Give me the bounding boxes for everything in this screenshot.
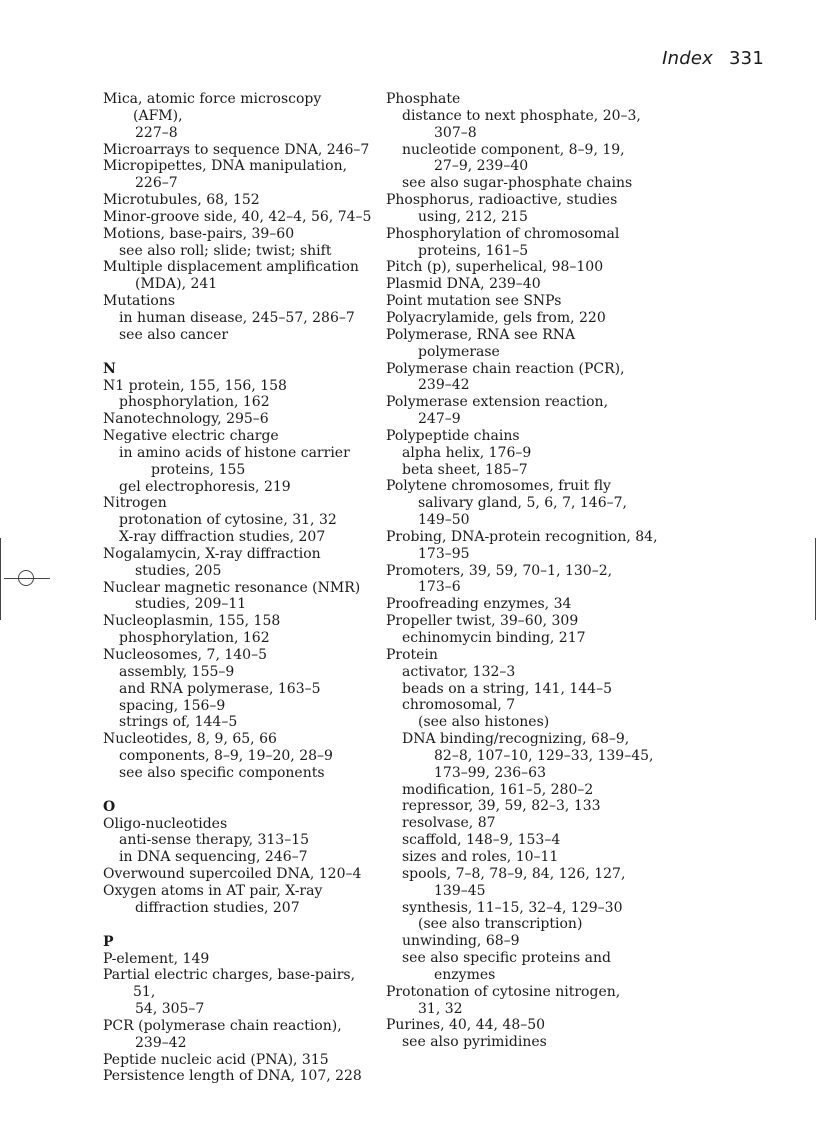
index-entry: Nucleoplasmin, 155, 158 (103, 613, 281, 630)
index-subentry: echinomycin binding, 217 (402, 630, 586, 646)
index-entry-continuation: 27–9, 239–40 (434, 158, 529, 175)
index-entry-continuation: 31, 32 (418, 1000, 463, 1017)
index-subentry: scaffold, 148–9, 153–4 (402, 832, 561, 849)
index-entry-continuation: 54, 305–7 (135, 1001, 205, 1018)
index-entry-continuation: diffraction studies, 207 (135, 899, 300, 916)
index-entry: Oligo-nucleotides (103, 815, 228, 832)
index-subentry: in human disease, 245–57, 286–7 (119, 309, 355, 326)
index-entry: Polyacrylamide, gels from, 220 (386, 309, 606, 326)
index-entry-continuation: 173–95 (418, 545, 470, 562)
index-entry: Polypeptide chains (386, 427, 520, 444)
index-entry-continuation: proteins, 161–5 (418, 242, 529, 259)
index-subentry: nucleotide component, 8–9, 19, (402, 141, 625, 158)
index-entry: Multiple displacement amplification (103, 259, 359, 276)
index-subentry: see also roll; slide; twist; shift (119, 242, 332, 259)
index-subentry: chromosomal, 7 (402, 697, 516, 714)
index-subentry: strings of, 144–5 (119, 714, 238, 731)
index-subentry: see also specific proteins and (402, 950, 611, 967)
index-entry: Microarrays to sequence DNA, 246–7 (103, 141, 370, 158)
index-entry: Nogalamycin, X-ray diffraction (103, 545, 321, 562)
index-subentry: beta sheet, 185–7 (402, 461, 528, 478)
index-entry-continuation: 226–7 (135, 175, 178, 192)
index-entry-continuation: 173–6 (418, 579, 461, 596)
index-entry: Nuclear magnetic resonance (NMR) (103, 579, 361, 596)
index-entry-continuation: proteins, 155 (151, 461, 246, 478)
index-entry-continuation: 149–50 (418, 512, 470, 529)
index-entry-continuation: studies, 209–11 (135, 596, 247, 613)
index-subentry: distance to next phosphate, 20–3, (402, 107, 641, 124)
index-entry-continuation: (see also histones) (418, 714, 550, 731)
index-subentry: alpha helix, 176–9 (402, 444, 532, 461)
index-entry: PCR (polymerase chain reaction), (103, 1017, 342, 1034)
index-subentry: phosphorylation, 162 (119, 394, 270, 411)
index-entry: Polytene chromosomes, fruit fly (386, 478, 611, 495)
index-subentry: repressor, 39, 59, 82–3, 133 (402, 798, 601, 815)
index-entry: Phosphate (386, 91, 461, 107)
index-entry: Negative electric charge (103, 428, 279, 445)
index-subentry: unwinding, 68–9 (402, 933, 520, 950)
index-subentry: modification, 161–5, 280–2 (402, 781, 594, 798)
index-subentry: in amino acids of histone carrier (119, 444, 350, 461)
index-entry: Partial electric charges, base-pairs, 51, (103, 967, 356, 1001)
index-entry-continuation: studies, 205 (135, 562, 222, 579)
index-entry: P-element, 149 (103, 950, 210, 967)
index-entry: Plasmid DNA, 239–40 (386, 276, 541, 293)
index-entry: Micropipettes, DNA manipulation, (103, 158, 348, 175)
crop-mark (0, 538, 1, 620)
index-subentry: spacing, 156–9 (119, 697, 226, 714)
index-subentry: anti-sense therapy, 313–15 (119, 832, 310, 849)
index-entry: Mutations (103, 293, 176, 310)
index-entry: Motions, base-pairs, 39–60 (103, 225, 295, 242)
index-subentry: synthesis, 11–15, 32–4, 129–30 (402, 899, 623, 916)
index-entry-continuation: polymerase (418, 343, 500, 360)
registration-mark (18, 570, 34, 586)
index-entry: Propeller twist, 39–60, 309 (386, 613, 579, 630)
index-entry: Promoters, 39, 59, 70–1, 130–2, (386, 562, 613, 579)
index-subentry: sizes and roles, 10–11 (402, 848, 559, 865)
index-subentry: beads on a string, 141, 144–5 (402, 680, 612, 697)
index-entry: Microtubules, 68, 152 (103, 192, 260, 209)
index-subentry: gel electrophoresis, 219 (119, 478, 291, 495)
index-entry: Nanotechnology, 295–6 (103, 411, 269, 428)
index-entry: Nucleosomes, 7, 140–5 (103, 647, 267, 663)
index-column-left (103, 91, 373, 1085)
index-entry-continuation: using, 212, 215 (418, 208, 528, 225)
index-entry-continuation: 247–9 (418, 411, 461, 428)
index-subentry: and RNA polymerase, 163–5 (119, 680, 321, 697)
index-entry-continuation: 227–8 (135, 124, 178, 141)
index-entry: Peptide nucleic acid (PNA), 315 (103, 1051, 329, 1068)
index-subentry: see also sugar-phosphate chains (402, 175, 633, 192)
section-letter: N (103, 360, 116, 377)
index-entry: Persistence length of DNA, 107, 228 (103, 1068, 362, 1085)
index-entry-continuation: salivary gland, 5, 6, 7, 146–7, (418, 495, 627, 512)
index-entry-continuation: 239–42 (418, 377, 470, 394)
index-entry: Nucleotides, 8, 9, 65, 66 (103, 731, 277, 748)
index-subentry: spools, 7–8, 78–9, 84, 126, 127, (402, 865, 626, 882)
index-subentry: resolvase, 87 (402, 815, 496, 832)
index-entry: Mica, atomic force microscopy (AFM), (103, 91, 322, 124)
index-subentry: protonation of cytosine, 31, 32 (119, 512, 337, 529)
index-entry: Purines, 40, 44, 48–50 (386, 1017, 546, 1034)
index-entry: Minor-groove side, 40, 42–4, 56, 74–5 (103, 208, 372, 225)
index-column-right (386, 91, 671, 1051)
index-entry: Protein (386, 646, 438, 663)
index-entry: Overwound supercoiled DNA, 120–4 (103, 866, 362, 883)
index-entry-continuation: enzymes (434, 966, 496, 983)
index-entry-continuation: (see also transcription) (418, 916, 583, 933)
running-head: Index (662, 48, 714, 69)
page-header (662, 48, 764, 69)
index-subentry: DNA binding/recognizing, 68–9, (402, 731, 630, 748)
index-entry-continuation: 173–99, 236–63 (434, 764, 546, 781)
section-letter: O (103, 798, 116, 815)
index-entry: Polymerase chain reaction (PCR), (386, 360, 625, 377)
index-subentry: see also pyrimidines (402, 1034, 547, 1051)
index-subentry: phosphorylation, 162 (119, 630, 270, 647)
index-subentry: components, 8–9, 19–20, 28–9 (119, 748, 333, 765)
index-entry: Pitch (p), superhelical, 98–100 (386, 259, 604, 276)
page-number: 331 (729, 48, 764, 69)
index-entry-continuation: 307–8 (434, 124, 477, 141)
index-subentry: X-ray diffraction studies, 207 (119, 529, 326, 546)
index-subentry: see also cancer (119, 326, 229, 343)
index-entry: Point mutation see SNPs (386, 293, 562, 310)
index-subentry: in DNA sequencing, 246–7 (119, 849, 308, 866)
index-entry: N1 protein, 155, 156, 158 (103, 377, 287, 394)
index-entry: Protonation of cytosine nitrogen, (386, 983, 621, 1000)
index-subentry: see also specific components (119, 764, 325, 781)
index-entry: Phosphorylation of chromosomal (386, 225, 620, 242)
index-entry: Nitrogen (103, 495, 167, 512)
index-entry: Proofreading enzymes, 34 (386, 596, 572, 613)
index-entry: Polymerase extension reaction, (386, 394, 609, 411)
index-entry-continuation: 139–45 (434, 882, 486, 899)
index-entry: Oxygen atoms in AT pair, X-ray (103, 882, 323, 899)
index-entry-continuation: 239–42 (135, 1034, 187, 1051)
index-entry-continuation: 82–8, 107–10, 129–33, 139–45, (434, 747, 654, 764)
index-entry: Polymerase, RNA see RNA (386, 326, 576, 343)
index-entry-continuation: (MDA), 241 (135, 276, 218, 293)
index-entry: Probing, DNA-protein recognition, 84, (386, 528, 658, 545)
index-subentry: activator, 132–3 (402, 663, 516, 680)
index-subentry: assembly, 155–9 (119, 663, 235, 680)
index-entry: Phosphorus, radioactive, studies (386, 192, 618, 209)
section-letter: P (103, 933, 114, 950)
